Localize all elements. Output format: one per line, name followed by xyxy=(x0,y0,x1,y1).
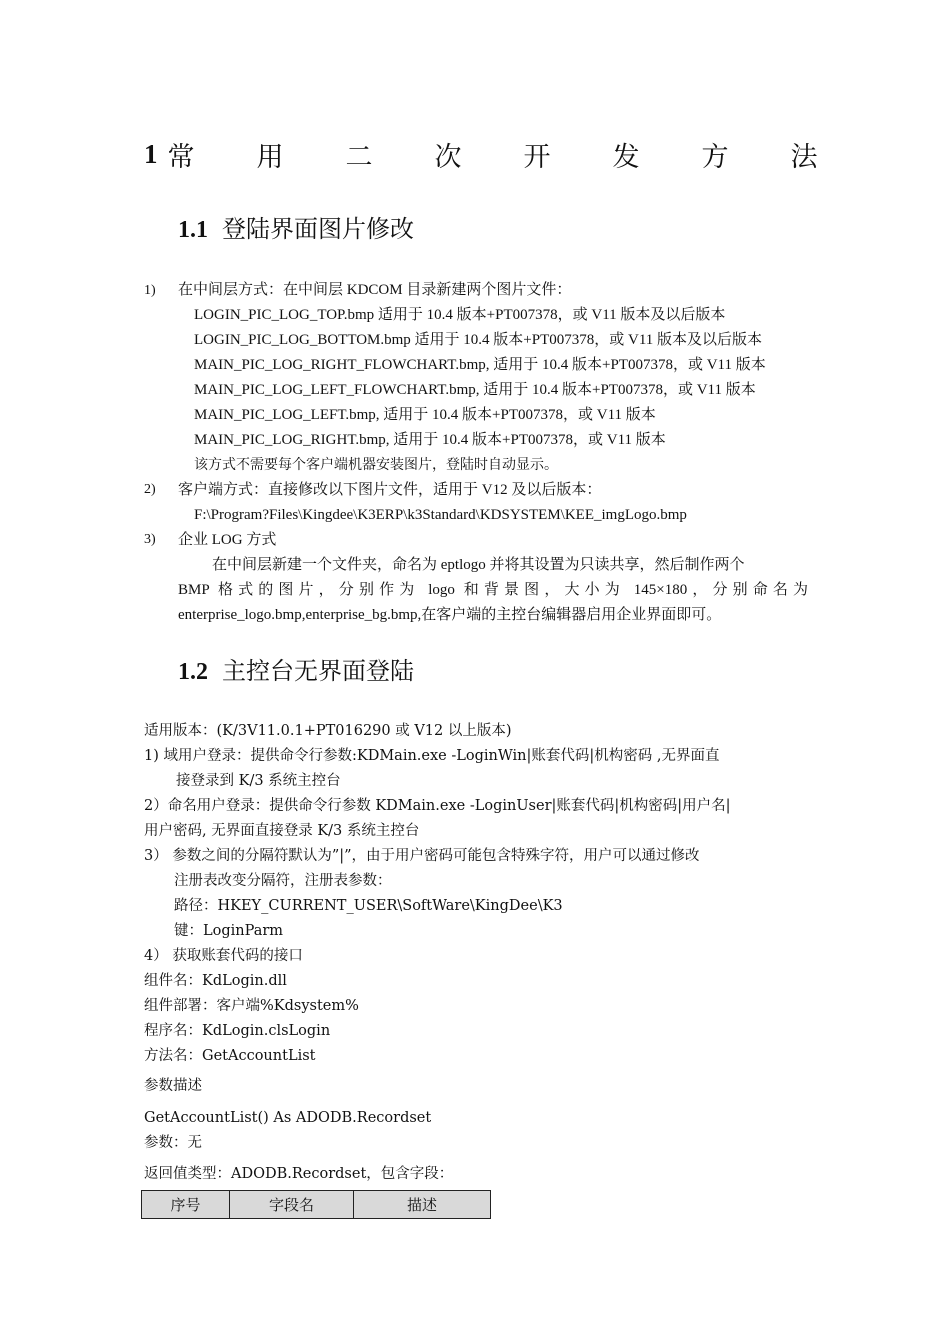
heading-1 xyxy=(144,136,880,173)
item-3-lead: 企业 LOG 方式 xyxy=(178,532,277,548)
section-1-1-number: 1.1 xyxy=(178,217,208,243)
registry-key: 键：LoginParm xyxy=(174,923,284,939)
item-1-lead: 在中间层方式：在中间层 KDCOM 目录新建两个图片文件： xyxy=(178,282,572,298)
section-1-2-title: 主控台无界面登陆 xyxy=(222,657,414,685)
heading-1-title: 常用二次开发方法 xyxy=(167,141,880,173)
item-2-marker: 2) xyxy=(144,482,156,497)
item-1-line: MAIN_PIC_LOG_LEFT_FLOWCHART.bmp, 适用于 10.4 版本+PT007378，或 V11 版本 xyxy=(194,382,756,398)
item-2-path: F:\Program?Files\Kingdee\K3ERP\k3Standard\KDSYSTEM\KEE_imgLogo.bmp xyxy=(194,507,687,523)
section-1-2-number: 1.2 xyxy=(178,659,208,685)
section-1-1-heading xyxy=(178,209,414,244)
item-3-paragraph-line: enterprise_logo.bmp,enterprise_bg.bmp,在客户端的主控台编辑器启用企业界面即可。 xyxy=(178,607,722,623)
applicable-version: 适用版本：(K/3V11.0.1+PT016290 或 V12 以上版本) xyxy=(144,723,512,739)
table-header-row xyxy=(142,1191,491,1219)
section-1-1-title: 登陆界面图片修改 xyxy=(222,215,414,243)
item-1-line: MAIN_PIC_LOG_RIGHT.bmp, 适用于 10.4 版本+PT007378，或 V11 版本 xyxy=(194,432,666,448)
method-signature: GetAccountList() As ADODB.Recordset xyxy=(144,1110,432,1126)
item-1-line: LOGIN_PIC_LOG_TOP.bmp 适用于 10.4 版本+PT007378，或 V11 版本及以后版本 xyxy=(194,307,726,323)
separator-line: 注册表改变分隔符，注册表参数： xyxy=(174,873,392,889)
separator-line: 3） 参数之间的分隔符默认为”|”，由于用户密码可能包含特殊字符，用户可以通过修改 xyxy=(144,848,700,864)
item-3-marker: 3) xyxy=(144,532,156,547)
parameters-none: 参数：无 xyxy=(144,1135,202,1151)
component-deploy: 组件部署：客户端%Kdsystem% xyxy=(144,998,359,1014)
account-interface-line: 4） 获取账套代码的接口 xyxy=(144,948,303,964)
item-1-note: 该方式不需要每个客户端机器安装图片，登陆时自动显示。 xyxy=(194,457,558,473)
section-1-2-heading xyxy=(178,651,414,686)
table-header-field-name: 字段名 xyxy=(230,1191,354,1219)
named-login-line: 2）命名用户登录：提供命令行参数 KDMain.exe -LoginUser|账套代码|机构密码|用户名| xyxy=(144,798,731,814)
domain-login-line: 1) 域用户登录：提供命令行参数:KDMain.exe -LoginWin|账套代码|机构密码 ,无界面直 xyxy=(144,748,720,764)
table-header-description: 描述 xyxy=(354,1191,491,1219)
heading-1-number: 1 xyxy=(144,138,158,169)
item-1-line: LOGIN_PIC_LOG_BOTTOM.bmp 适用于 10.4 版本+PT007378，或 V11 版本及以后版本 xyxy=(194,332,763,348)
table-header-index: 序号 xyxy=(142,1191,230,1219)
program-name: 程序名：KdLogin.clsLogin xyxy=(144,1023,331,1039)
component-name: 组件名：KdLogin.dll xyxy=(144,973,287,989)
parameter-description-label: 参数描述 xyxy=(144,1078,202,1094)
method-name: 方法名：GetAccountList xyxy=(144,1048,316,1064)
return-type: 返回值类型：ADODB.Recordset，包含字段： xyxy=(144,1166,454,1182)
domain-login-line: 接登录到 K/3 系统主控台 xyxy=(176,773,341,789)
item-3-paragraph-line: BMP 格式的图片，分别作为 logo 和背景图，大小为 145×180，分别命名为 xyxy=(178,582,808,598)
item-1-marker: 1) xyxy=(144,283,156,298)
fields-table xyxy=(141,1190,491,1219)
item-1-line: MAIN_PIC_LOG_RIGHT_FLOWCHART.bmp, 适用于 10.4 版本+PT007378，或 V11 版本 xyxy=(194,357,766,373)
named-login-line: 用户密码, 无界面直接登录 K/3 系统主控台 xyxy=(144,823,420,839)
item-1-line: MAIN_PIC_LOG_LEFT.bmp, 适用于 10.4 版本+PT007378，或 V11 版本 xyxy=(194,407,656,423)
registry-path: 路径：HKEY_CURRENT_USER\SoftWare\KingDee\K3 xyxy=(174,898,563,914)
item-2-lead: 客户端方式：直接修改以下图片文件，适用于 V12 及以后版本： xyxy=(178,482,602,498)
item-3-paragraph-line: 在中间层新建一个文件夹，命名为 eptlogo 并将其设置为只读共享，然后制作两个 xyxy=(212,557,745,573)
